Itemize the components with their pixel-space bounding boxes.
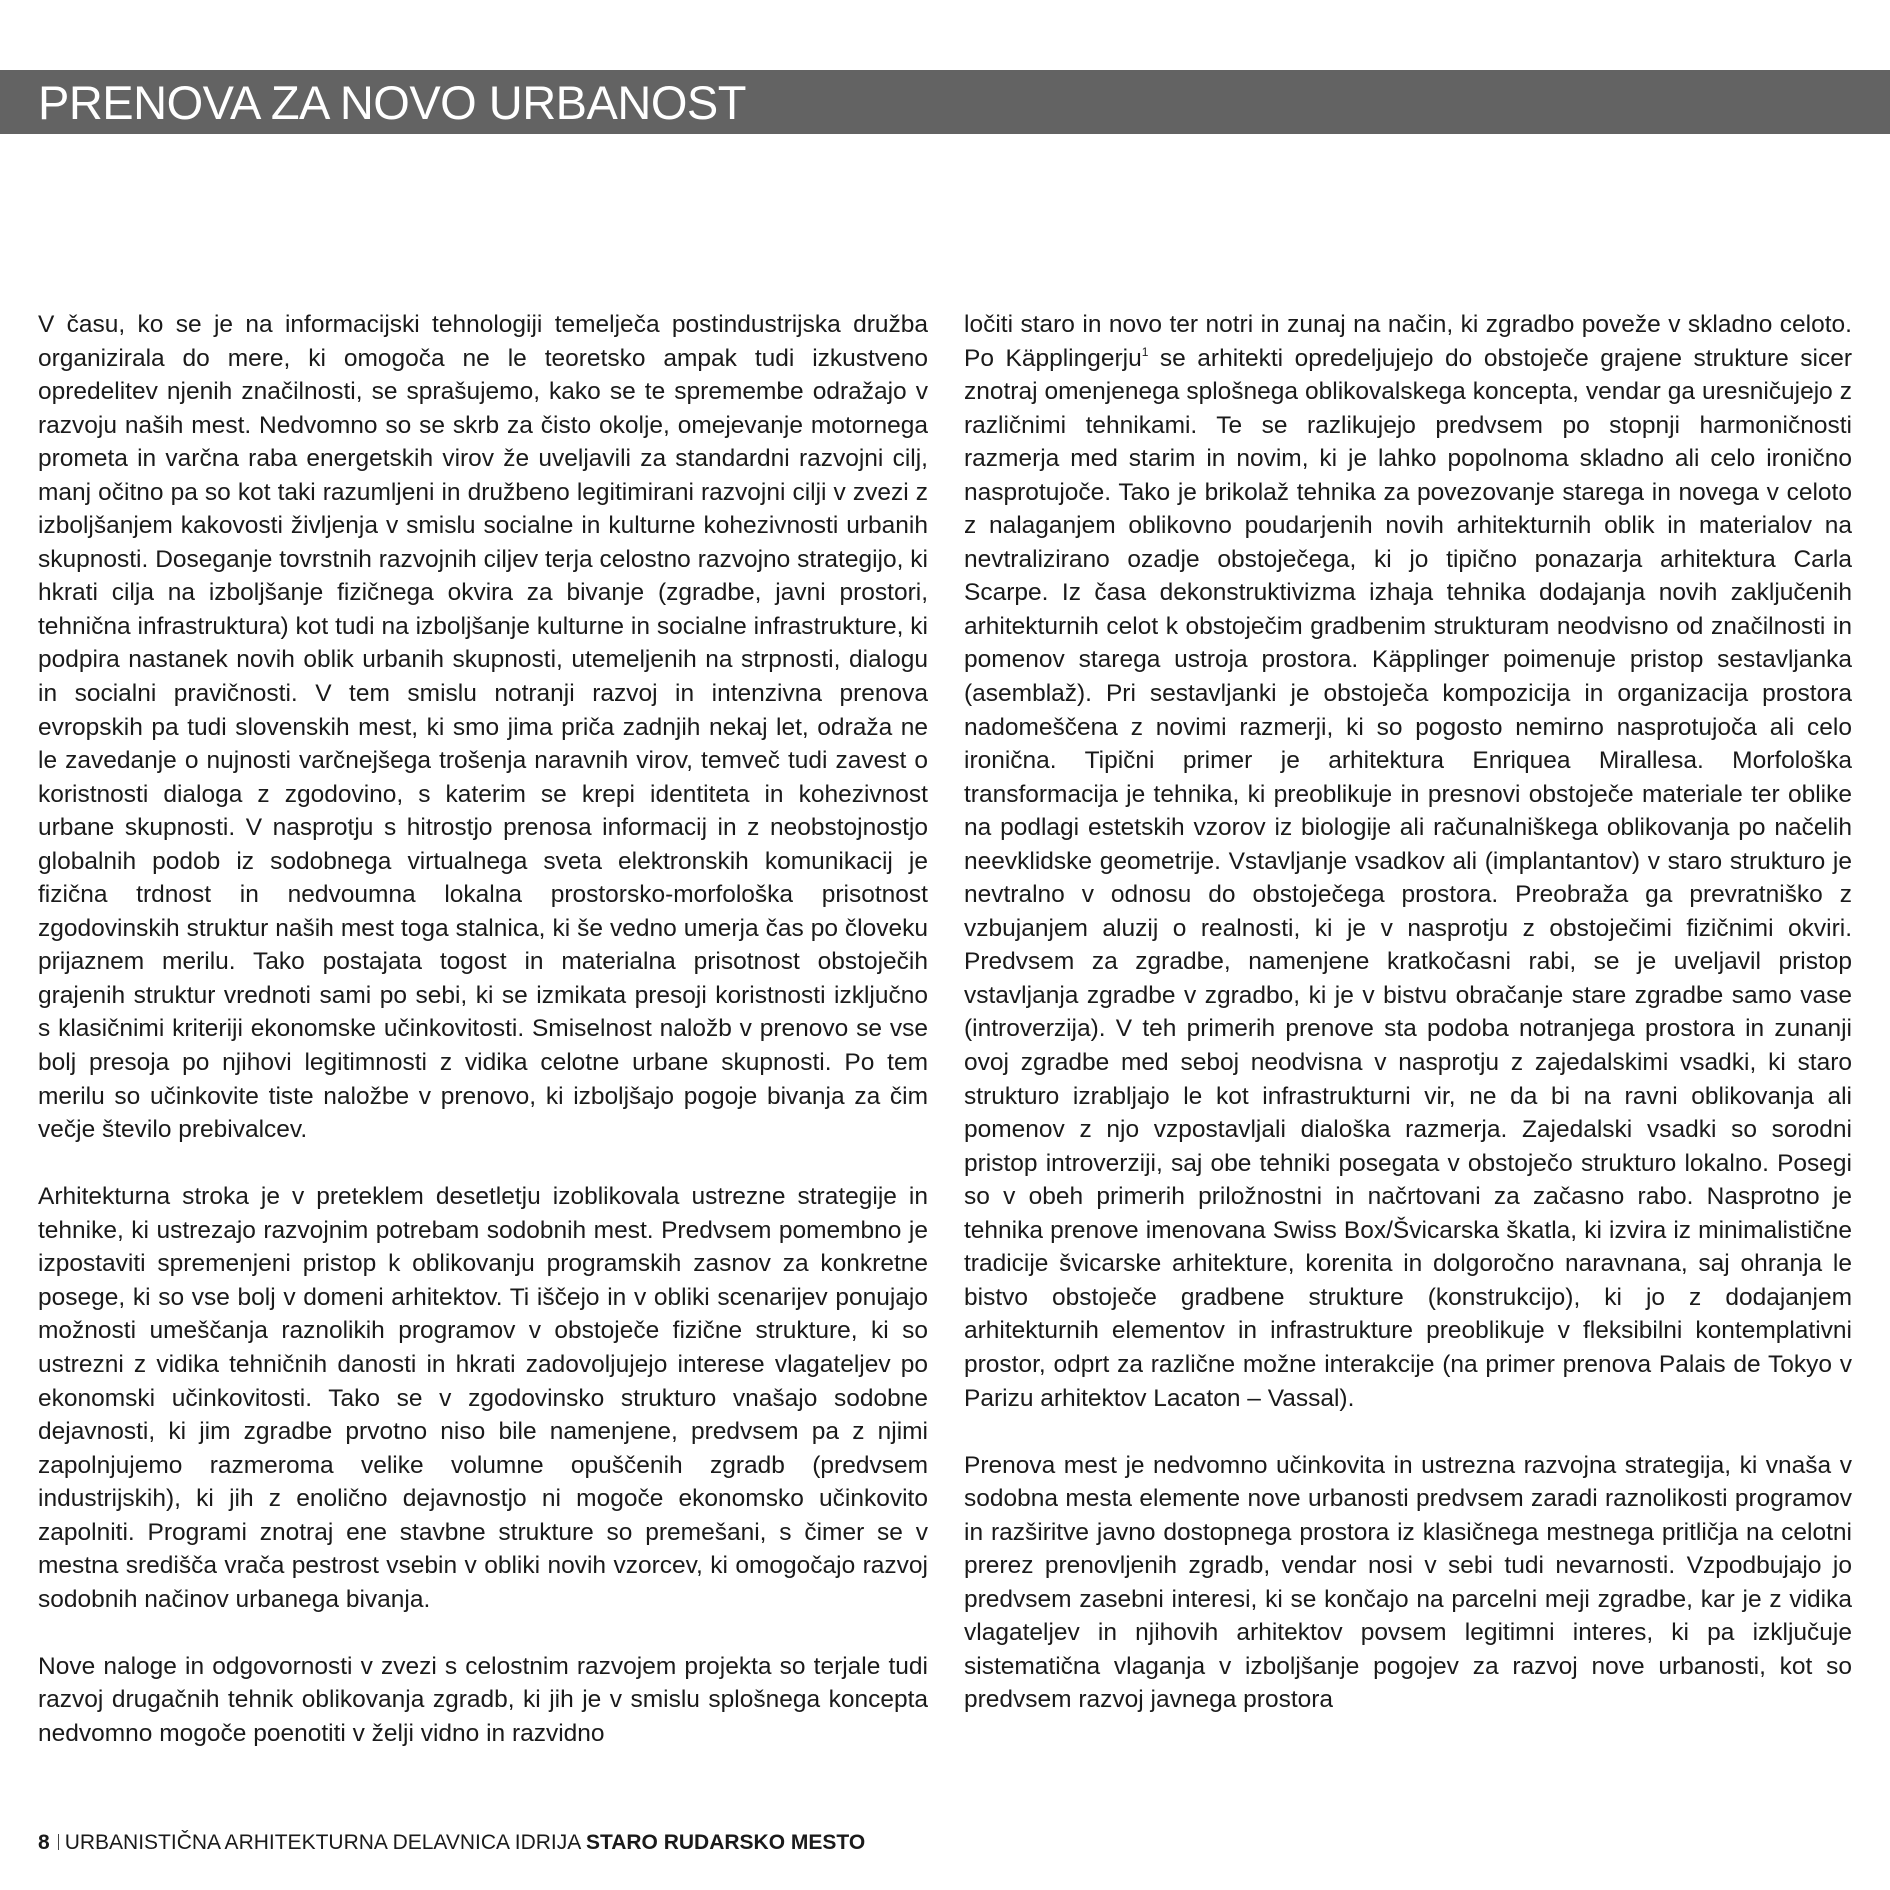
paragraph-text: se arhitekti opredeljujejo do obstoječe grajene strukture sicer znotraj omenjenega splošnega oblikovalskega koncepta, vendar ga uresničujejo z različnimi tehnikami. Te se razlikujejo predvsem po stopnji harmoničnosti razmerja med starim in novim, ki je lahko popolnoma skladno ali celo ironično nasprotujoče. Tako je brikolaž tehnika za povezovanje starega in novega v celoto z nalaganjem oblikovno poudarjenih novih arhitekturnih oblik in materialov na nevtralizirano ozadje obstoječega, ki jo tipično ponazarja arhitektura Carla Scarpe. Iz časa dekonstruktivizma izhaja tehnika dodajanja novih zaključenih arhitekturnih celot k obstoječim gradbenim strukturam neodvisno od značilnosti in pomenov starega ustroja prostora. Käpplinger poimenuje pristop sestavljanka (asemblaž). Pri sestavljanki je obstoječa kompozicija in organizacija prostora nadomeščena z novimi razmerji, ki so pogosto nemirno nasprotujoča ali celo ironična. Tipični primer je arhitektura Enriquea Mirallesa. Morfološka transformacija je tehnika, ki preoblikuje in presnovi obstoječe materiale ter oblike na podlagi estetskih vzorov iz biologije ali računalniškega oblikovanja po načelih neevklidske geometrije. Vstavljanje vsadkov ali (implantantov) v staro strukturo je nevtralno v odnosu do obstoječega prostora. Preobraža ga prevratniško z vzbujanjem aluzij o realnosti, ki je v nasprotju z obstoječimi fizičnimi okviri. Predvsem za zgradbe, namenjene kratkočasni rabi, se je uveljavil pristop vstavljanja zgradbe v zgradbo, ki je v bistvu obračanje stare zgradbe samo vase (introverzija). V teh primerih prenove sta podoba notranjega prostora in zunanji ovoj zgradbe med seboj neodvisna v nasprotju z zajedalskimi vsadki, ki staro strukturo izrabljajo le kot infrastrukturni vir, ne da bi na ravni oblikovanja ali pomenov z njo vzpostavljali dialoška razmerja. Zajedalski vsadki so sorodni pristop introverziji, saj obe tehniki posegata v obstoječo strukturo lokalno. Posegi so v obeh primerih priložnostni in načrtovani za začasno rabo. Nasprotno je tehnika prenove imenovana Swiss Box/Švicarska škatla, ki izvira iz minimalistične tradicije švicarske arhitekture, korenita in dolgoročno naravnana, saj ohranja le bistvo obstoječe gradbene strukture (konstrukcijo), ki jo z dodajanjem arhitekturnih elementov in infrastrukture preoblikuje v fleksibilni kontemplativni prostor, odprt za različne možne interakcije (na primer prenova Palais de Tokyo v Parizu arhitektov Lacaton – Vassal). [964,344,1853,1412]
publication-subtitle: STARO RUDARSKO MESTO [585,1831,866,1854]
paragraph-text: ločiti staro in novo ter notri in zunaj na način, ki zgradbo poveže v skladno celoto. Po Käpplingerju [964,311,1852,372]
page-footer [38,1830,865,1856]
footer-separator [58,1834,59,1850]
paragraph: Arhitekturna stroka je v preteklem desetletju izoblikovala ustrezne strategije in tehnike, ki ustrezajo razvojnim potrebam sodobnih mest. Predvsem pomembno je izpostaviti spremenjeni pristop k oblikovanju programskih zasnov za konkretne posege, ki so vse bolj v domeni arhitektov. Ti iščejo in v obliki scenarijev ponujajo možnosti umeščanja raznolikih programov v obstoječe fizične strukture, ki so ustrezni z vidika tehničnih danosti in hkrati zadovoljujejo interese vlagateljev po ekonomski učinkovitosti. Tako se v zgodovinsko strukturo vnašajo sodobne dejavnosti, ki jim zgradbe prvotno niso bile namenjene, predvsem pa z njimi zapolnjujemo razmeroma velike volumne opuščenih zgradb (predvsem industrijskih), ki jih z enolično dejavnostjo ni mogoče ekonomsko učinkovito zapolniti. Programi znotraj ene stavbne strukture so premešani, s čimer se v mestna središča vrača pestrost vsebin v obliki novih vzorcev, ki omogočajo razvoj sodobnih načinov urbanega bivanja. [38,1183,928,1613]
paragraph [964,308,1852,1415]
paragraph: V času, ko se je na informacijski tehnologiji temelječa postindustrijska družba organizirala do mere, ki omogoča ne le teoretsko ampak tudi izkustveno opredelitev njenih značilnosti, se sprašujemo, kako se te spremembe odražajo v razvoju naših mest. Nedvomno so se skrb za čisto okolje, omejevanje motornega prometa in varčna raba energetskih virov že uveljavili za standardni razvojni cilj, manj očitno pa so kot taki razumljeni in družbeno legitimirani razvojni cilji v zvezi z izboljšanjem kakovosti življenja v smislu socialne in kulturne kohezivnosti urbanih skupnosti. Doseganje tovrstnih razvojnih ciljev terja celostno razvojno strategijo, ki hkrati cilja na izboljšanje fizičnega okvira za bivanje (zgradbe, javni prostori, tehnična infrastruktura) kot tudi na izboljšanje kulturne in socialne infrastrukture, ki podpira nastanek novih oblik urbanih skupnosti, utemeljenih na strpnosti, dialogu in socialni pravičnosti. V tem smislu notranji razvoj in intenzivna prenova evropskih pa tudi slovenskih mest, ki smo jima priča zadnjih nekaj let, odraža ne le zavedanje o nujnosti varčnejšega trošenja naravnih virov, temveč tudi zavest o koristnosti dialoga z zgodovino, s katerim se krepi identiteta in kohezivnost urbane skupnosti. V nasprotju s hitrostjo prenosa informacij in z neobstojnostjo globalnih podob iz sodobnega virtualnega sveta elektronskih komunikacij je fizična trdnost in nedvoumna lokalna prostorsko-morfološka prisotnost zgodovinskih struktur naših mest toga stalnica, ki še vedno umerja čas po človeku prijaznem merilu. Tako postajata togost in materialna prisotnost obstoječih grajenih struktur vrednoti sami po sebi, ki se izmikata presoji koristnosti izključno s klasičnimi kriteriji ekonomske učinkovitosti. Smiselnost naložb v prenovo se vse bolj presoja po njihovi legitimnosti z vidika celotne urbane skupnosti. Po tem merilu so učinkovite tiste naložbe v prenovo, ki izboljšajo pogoje bivanja za čim večje število prebivalcev. [38,311,928,1144]
left-column [38,308,928,1751]
footnote-reference[interactable]: 1 [1141,344,1149,359]
right-column [964,308,1852,1717]
page-number: 8 [38,1831,50,1854]
paragraph: Nove naloge in odgovornosti v zvezi s celostnim razvojem projekta so terjale tudi razvoj drugačnih tehnik oblikovanja zgradb, ki jih je v smislu splošnega koncepta nedvomno mogoče poenotiti v želji vidno in razvidno [38,1652,928,1747]
page-title: PRENOVA ZA NOVO URBANOST [38,76,746,129]
title-bar [0,70,1890,134]
paragraph: Prenova mest je nedvomno učinkovita in ustrezna razvojna strategija, ki vnaša v sodobna mesta elemente nove urbanosti predvsem zaradi raznolikosti programov in razširitve javno dostopnega prostora iz klasičnega mestnega pritličja na celotni prerez prenovljenih zgradb, vendar nosi v sebi tudi nevarnosti. Vzpodbujajo jo predvsem zasebni interesi, ki se končajo na parcelni meji zgradbe, kar je z vidika vlagateljev in njihovih arhitektov povsem legitimni interes, ki pa izključuje sistematična vlaganja v izboljšanje pogojev za razvoj nove urbanosti, kot so predvsem razvoj javnega prostora [964,1451,1852,1714]
publication-name: URBANISTIČNA ARHITEKTURNA DELAVNICA IDRIJA [64,1831,581,1854]
